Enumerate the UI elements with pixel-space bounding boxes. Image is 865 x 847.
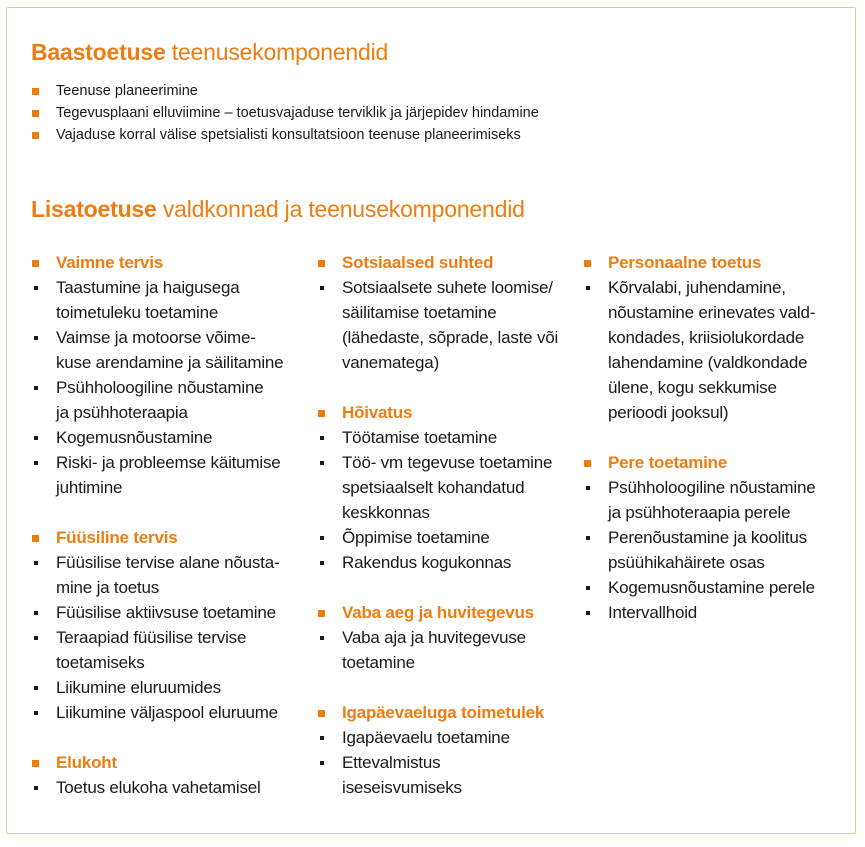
component-item: Sotsiaalsete suhete loomise/ säilitamise toetamine (lähedaste, sõprade, laste või vanematega)	[317, 275, 572, 375]
component-item: Kõrvalabi, juhendamine, nõustamine erinevates vald- kondades, kriisiolukordade lahendamine (valdkondade ülene, kogu sekkumise perioodi jooksul)	[583, 275, 833, 425]
component-item: Toetus elukoha vahetamisel	[31, 775, 301, 800]
basic-support-heading	[31, 38, 388, 66]
component-item: Taastumine ja haigusega toimetuleku toetamine	[31, 275, 301, 325]
domain-heading	[317, 600, 572, 625]
column-1	[31, 250, 301, 825]
domain-section	[317, 700, 572, 800]
basic-support-heading-bold: Baastoetuse	[31, 39, 166, 65]
domain-heading-text: Personaalne toetus	[608, 253, 762, 272]
component-list	[583, 275, 833, 425]
domain-heading	[31, 525, 301, 550]
basic-support-item-text: Vajaduse korral välise spetsialisti konsultatsioon teenuse planeerimiseks	[56, 127, 521, 143]
component-item: Psühholoogiline nõustamine ja psühhoteraapia perele	[583, 475, 833, 525]
domain-section	[31, 525, 301, 725]
component-item: Igapäevaelu toetamine	[317, 725, 572, 750]
component-item: Psühholoogiline nõustamine ja psühhoteraapia	[31, 375, 301, 425]
domain-heading-text: Hõivatus	[342, 403, 413, 422]
orange-square-bullet-icon	[32, 88, 39, 95]
basic-support-item	[31, 102, 539, 124]
component-item: Perenõustamine ja koolitus psüühikahäirete osas	[583, 525, 833, 575]
domain-section	[583, 250, 833, 425]
component-item: Vaimse ja motoorse võime- kuse arendamine ja säilitamine	[31, 325, 301, 375]
component-item: Ettevalmistus iseseisvumiseks	[317, 750, 572, 800]
domain-heading-text: Sotsiaalsed suhted	[342, 253, 494, 272]
domain-section	[317, 600, 572, 675]
domain-heading	[583, 250, 833, 275]
component-item: Intervallhoid	[583, 600, 833, 625]
component-item: Töö- vm tegevuse toetamine spetsiaalselt kohandatud keskkonnas	[317, 450, 572, 525]
orange-square-bullet-icon	[318, 410, 325, 417]
domain-section	[317, 400, 572, 575]
additional-support-heading	[31, 195, 525, 223]
domain-section	[317, 250, 572, 375]
component-item: Füüsilise aktiivsuse toetamine	[31, 600, 301, 625]
column-2	[317, 250, 572, 825]
component-list	[317, 725, 572, 800]
component-list	[31, 275, 301, 500]
component-list	[583, 475, 833, 625]
component-item: Kogemusnõustamine perele	[583, 575, 833, 600]
domain-heading	[317, 700, 572, 725]
component-item: Töötamise toetamine	[317, 425, 572, 450]
orange-square-bullet-icon	[32, 260, 39, 267]
domain-heading	[31, 750, 301, 775]
component-list	[317, 625, 572, 675]
orange-square-bullet-icon	[32, 535, 39, 542]
orange-square-bullet-icon	[318, 610, 325, 617]
domain-heading-text: Elukoht	[56, 753, 117, 772]
domain-section	[31, 750, 301, 800]
basic-support-heading-rest: teenusekomponendid	[165, 39, 389, 65]
domain-heading	[317, 250, 572, 275]
basic-support-item	[31, 80, 539, 102]
component-item: Rakendus kogukonnas	[317, 550, 572, 575]
domain-heading	[317, 400, 572, 425]
domain-heading	[583, 450, 833, 475]
component-list	[317, 275, 572, 375]
orange-square-bullet-icon	[584, 460, 591, 467]
domain-heading-text: Igapäevaeluga toimetulek	[342, 703, 545, 722]
component-item: Teraapiad füüsilise tervise toetamiseks	[31, 625, 301, 675]
domain-section	[583, 450, 833, 625]
orange-square-bullet-icon	[32, 760, 39, 767]
domain-heading-text: Füüsiline tervis	[56, 528, 178, 547]
basic-support-item-text: Tegevusplaani elluviimine – toetusvajaduse terviklik ja järjepidev hindamine	[56, 105, 539, 121]
component-item: Füüsilise tervise alane nõusta- mine ja toetus	[31, 550, 301, 600]
domain-heading-text: Pere toetamine	[608, 453, 728, 472]
additional-support-heading-bold: Lisatoetuse	[31, 196, 157, 222]
component-list	[317, 425, 572, 575]
orange-square-bullet-icon	[318, 260, 325, 267]
orange-square-bullet-icon	[32, 132, 39, 139]
component-item: Liikumine väljaspool eluruume	[31, 700, 301, 725]
basic-support-item	[31, 124, 539, 146]
orange-square-bullet-icon	[318, 710, 325, 717]
component-list	[31, 775, 301, 800]
domain-heading	[31, 250, 301, 275]
domain-heading-text: Vaba aeg ja huvitegevus	[342, 603, 534, 622]
basic-support-item-text: Teenuse planeerimine	[56, 83, 198, 99]
basic-support-list	[31, 80, 539, 146]
component-item: Kogemusnõustamine	[31, 425, 301, 450]
component-item: Õppimise toetamine	[317, 525, 572, 550]
additional-support-heading-rest: valdkonnad ja teenusekomponendid	[156, 196, 525, 222]
orange-square-bullet-icon	[32, 110, 39, 117]
component-item: Riski- ja probleemse käitumise juhtimine	[31, 450, 301, 500]
column-3	[583, 250, 833, 650]
component-item: Liikumine eluruumides	[31, 675, 301, 700]
orange-square-bullet-icon	[584, 260, 591, 267]
domain-heading-text: Vaimne tervis	[56, 253, 164, 272]
domain-section	[31, 250, 301, 500]
component-item: Vaba aja ja huvitegevuse toetamine	[317, 625, 572, 675]
component-list	[31, 550, 301, 725]
